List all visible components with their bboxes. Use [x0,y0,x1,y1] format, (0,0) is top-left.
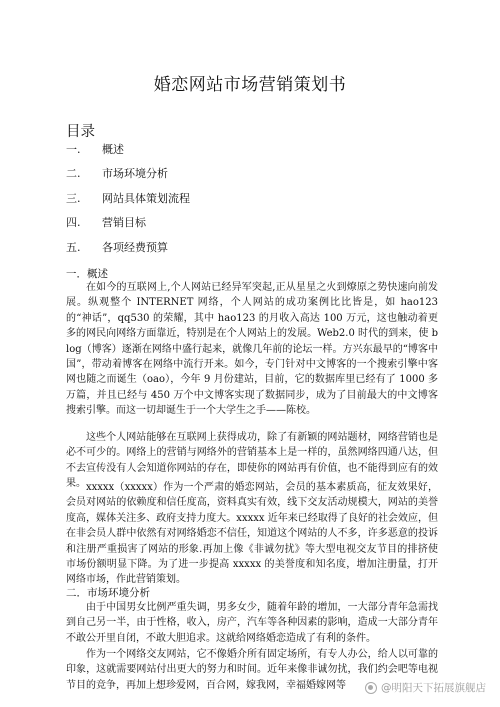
document-title: 婚恋网站市场营销策划书 [153,75,347,95]
watermark-logo-icon [365,682,377,694]
toc-item [66,141,124,157]
toc-item-number: 四. [66,216,81,229]
body-paragraph: xxxxx（xxxxx）作为一个严肃的婚恋网站，会员的基本素质高，征友效果好，会员对网站的依赖度和信任度高，资料真实有效，线下交友活动规模大，网站的美誉度高，媒体关注多、政府支持力度大。xxxxx 近年来已经取得了良好的社会效应，但在非会员人群中依然有对网络婚恋不信任，知道这个网站的人不多，许多恶意的投诉和注册严重损害了网站的形象.再加上像《非诚勿扰》等大型电视交友节目的排挤使市场份额明显下降。为了进一步提高 xxxxx 的美誉度和知名度，增加注册量，打开网络市场，作此营销策划。 [66,482,438,586]
toc-item [66,165,168,181]
toc-item-number: 三. [66,192,81,205]
watermark-text: @明阳天下拓展旗舰店 [381,682,486,694]
watermark [365,680,486,695]
toc-item-label: 营销目标 [102,216,146,229]
toc-item-label: 概述 [102,143,124,156]
toc-item-number: 二. [66,167,81,180]
toc-item [66,239,168,255]
section-heading-overview: 一．概述 [66,268,108,280]
toc-item-number: 五. [66,241,81,254]
body-paragraph: 由于中国男女比例严重失调，男多女少，随着年龄的增加，一大部分青年急需找到自己另一半，由于性格，收入，房产，汽车等各种因素的影响，造成一大部分青年不敢公开里自闭，不敢大胆追求。这就给网络婚恋造成了有利的条件。 [66,602,438,644]
toc-item-label: 市场环境分析 [102,167,168,180]
body-paragraph: 这些个人网站能够在互联网上获得成功，除了有新颖的网站题材，网络营销也是必不可少的。网络上的营销与网络外的营销基本上是一样的，虽然网络四通八达，但不去宣传没有人会知道你网站的存在，即使你的网站再有价值，也不能得到应有的效果。 [66,432,438,490]
section-heading-market: 二．市场环境分析 [66,587,150,599]
toc-item-number: 一. [66,143,81,156]
toc-heading: 目录 [66,124,95,140]
toc-item [66,190,190,206]
toc-item-label: 各项经费预算 [102,241,168,254]
body-paragraph: 作为一个网络交友网站，它不像婚介所有固定场所，有专人办公，给人以可靠的印象，这就需要网站付出更大的努力和时间。近年来像非诚勿扰，我们约会吧等电视节目的竞争，再加上想珍爱网，百合网，嫁我网，幸福婚嫁网等 [66,649,438,691]
toc-item [66,214,146,230]
body-paragraph: 在如今的互联网上,个人网站已经异军突起,正从星星之火到燎原之势快速向前发展。纵观整个 INTERNET 网络，个人网站的成功案例比比皆是，如 hao123 的“神话”，qq530 的荣耀，其中 hao123 的月收入高达 100 万元，这也触动着更多的网民向网络方面靠近，特别是在个人网站上的发展。Web2.0 时代的到来，使 blog（博客）逐渐在网络中盛行起来，就像几年前的论坛一样。方兴东最早的“博客中国”，带动着博客在网络中流行开来。如今，专门针对中文博客的一个搜索引擎中客网也随之而诞生（oao），今年 9 月份建站，目前，它的数据库里已经有了 1000 多万篇，并且已经与 450 万个中文博客实现了数据同步，成为了目前最大的中文博客搜索引擎。而这一切却诞生于一个大学生之手——陈校。 [66,282,438,417]
toc-item-label: 网站具体策划流程 [102,192,190,205]
